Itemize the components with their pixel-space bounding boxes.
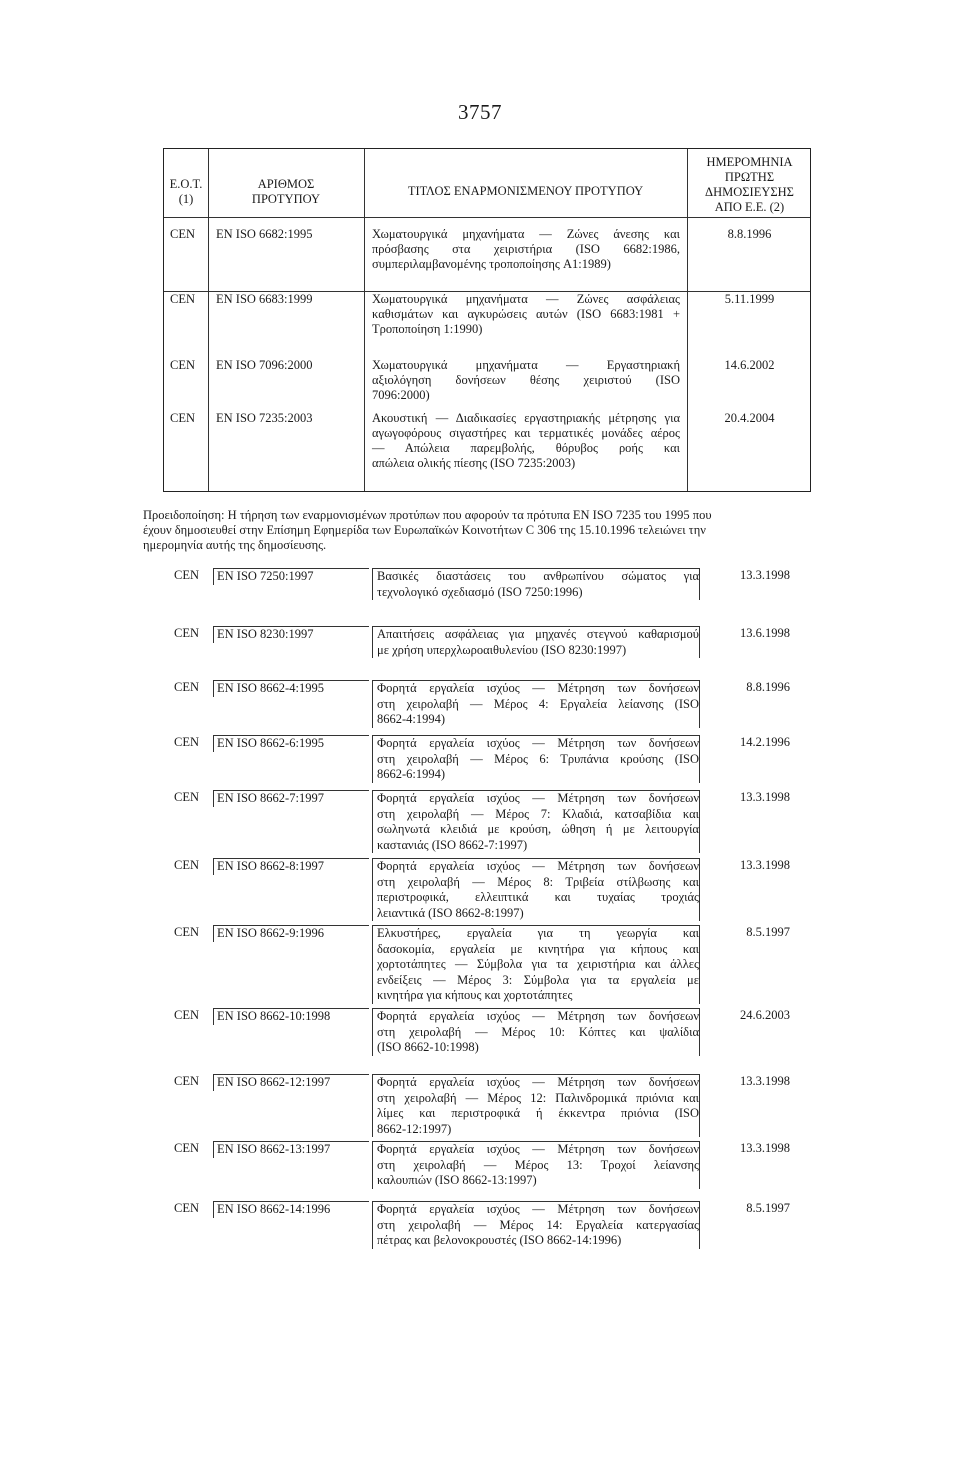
- title-line: Φορητά εργαλεία ισχύος — Μέτρηση των δονήσεων: [377, 1202, 699, 1216]
- standard-number-cell: [213, 925, 369, 942]
- title-cell: [372, 858, 700, 921]
- title-cell: [372, 925, 700, 1004]
- title-cell: [372, 1074, 700, 1137]
- header-date: ΗΜΕΡΟΜΗΝΙΑ ΠΡΩΤΗΣ ΔΗΜΟΣΙΕΥΣΗΣ ΑΠΟ Ε.Ε. (2): [705, 155, 794, 214]
- row-date: 13.3.1998: [740, 1074, 790, 1088]
- row-title: [377, 736, 699, 783]
- title-line: πέτρας και βελονοκρουστές (ISO 8662-14:1996): [377, 1233, 622, 1247]
- row-standard-number: EN ISO 7250:1997: [217, 569, 314, 583]
- title-line: Φορητά εργαλεία ισχύος — Μέτρηση των δονήσεων: [377, 791, 699, 805]
- row-title: [377, 681, 699, 728]
- title-line: λειαντικά (ISO 8662-8:1997): [377, 905, 524, 920]
- row-title: [377, 627, 699, 658]
- row-org: CEN: [174, 626, 199, 640]
- row-date: 8.8.1996: [746, 680, 790, 694]
- title-line: στη χειρολαβή — Μέρος 4: Εργαλεία λείανσης (ISO: [377, 696, 699, 711]
- title-cell: [372, 568, 700, 600]
- row-standard-number: EN ISO 8662-12:1997: [217, 1075, 331, 1089]
- standard-number-cell: [213, 680, 369, 697]
- row-date: 13.3.1998: [740, 1141, 790, 1155]
- title-line: Χωματουργικά μηχανήματα — Ζώνες ασφάλειας: [372, 292, 680, 306]
- title-line: Χωματουργικά μηχανήματα — Εργαστηριακή: [372, 358, 680, 372]
- title-line: στη χειρολαβή — Μέρος 13: Τροχοί λείανσης: [377, 1157, 699, 1172]
- row-org: CEN: [170, 411, 195, 425]
- row-title: [372, 411, 680, 471]
- title-line: Τροποποίηση 1:1990): [372, 322, 483, 336]
- title-line: 8662-12:1997): [377, 1121, 452, 1136]
- row-title: [377, 1009, 699, 1056]
- standard-number-cell: [213, 568, 369, 585]
- page-number: 3757: [458, 100, 502, 124]
- title-line: καθισμάτων και αγκυρώσεις αυτών (ISO 6683:1981 +: [372, 307, 680, 321]
- header-title: ΤΙΤΛΟΣ ΕΝΑΡΜΟΝΙΣΜΕΝΟΥ ΠΡΟΤΥΠΟΥ: [407, 184, 644, 198]
- row-standard-number: EN ISO 8662-6:1995: [217, 736, 324, 750]
- title-line: Απαιτήσεις ασφάλειας για μηχανές στεγνού καθαρισμού: [377, 627, 699, 641]
- title-line: Φορητά εργαλεία ισχύος — Μέτρηση των δονήσεων: [377, 859, 699, 873]
- title-line: χορτοτάπητες — Σύμβολα για τα χειριστήρια και άλλες: [377, 957, 699, 971]
- row-title: [372, 292, 680, 337]
- title-line: στη χειρολαβή — Μέρος 10: Κόπτες και ψαλίδια: [377, 1024, 699, 1039]
- row-org: CEN: [174, 858, 199, 872]
- row-date: 8.8.1996: [727, 227, 772, 241]
- row-date: 14.2.1996: [740, 735, 790, 749]
- row-date: 20.4.2004: [724, 411, 775, 425]
- row-date: 13.3.1998: [740, 858, 790, 872]
- row-standard-number: EN ISO 8662-8:1997: [217, 859, 324, 873]
- row-org: CEN: [170, 292, 195, 306]
- title-line: λίμες και περιστροφικά ή έκκεντρα πριόνια (ISO: [377, 1106, 699, 1120]
- title-line: κινητήρα για κήπους και χορτοτάπητες: [377, 988, 573, 1002]
- title-cell: [372, 1201, 700, 1249]
- title-line: πρόσβασης στα χειριστήρια (ISO 6682:1986,: [372, 242, 680, 256]
- row-date: 8.5.1997: [746, 1201, 790, 1215]
- warning-note: Προειδοποίηση: Η τήρηση των εναρμονισμένων προτύπων που αφορούν τα πρότυπα EN ISO 7235 του 1995 που έχουν δημοσιευθεί στην Επίσημη Εφημερίδα των Ευρωπαϊκών Κοινοτήτων C 306 της 15.10.1996 τελειώνει την ημερομηνία αυτής της δημοσίευσης.: [143, 508, 712, 552]
- row-standard-number: EN ISO 8662-9:1996: [217, 926, 324, 940]
- row-org: CEN: [174, 1074, 199, 1088]
- standard-number-cell: [213, 735, 369, 752]
- row-org: CEN: [174, 568, 199, 582]
- title-line: Φορητά εργαλεία ισχύος — Μέτρηση των δονήσεων: [377, 1142, 699, 1156]
- row-org: CEN: [170, 358, 195, 372]
- row-standard-number: EN ISO 8662-14:1996: [217, 1202, 331, 1216]
- title-line: Φορητά εργαλεία ισχύος — Μέτρηση των δονήσεων: [377, 1075, 699, 1089]
- header-standard-number: ΑΡΙΘΜΟΣ ΠΡΟΤΥΠΟΥ: [251, 177, 321, 206]
- row-org: CEN: [174, 1008, 199, 1022]
- title-line: αγωγοφόρους σιγαστήρες και τερματικές μονάδες αέρος: [372, 426, 680, 440]
- standard-number-cell: [213, 1074, 369, 1091]
- row-org: CEN: [174, 1201, 199, 1215]
- row-standard-number: EN ISO 6682:1995: [216, 227, 313, 241]
- row-title: [377, 1075, 699, 1137]
- standard-number-cell: [213, 1141, 369, 1158]
- row-date: 13.6.1998: [740, 626, 790, 640]
- row-standard-number: EN ISO 8662-10:1998: [217, 1009, 331, 1023]
- row-org: CEN: [174, 790, 199, 804]
- row-date: 8.5.1997: [746, 925, 790, 939]
- title-line: δασοκομία, εργαλεία με κινητήρα για κήπους και: [377, 941, 699, 956]
- title-cell: [372, 626, 700, 658]
- row-org: CEN: [174, 1141, 199, 1155]
- title-line: 8662-4:1994): [377, 712, 446, 726]
- row-title: [377, 859, 699, 921]
- row-standard-number: EN ISO 8662-4:1995: [217, 681, 324, 695]
- title-cell: [372, 1008, 700, 1056]
- title-line: — Απώλεια παρεμβολής, θόρυβος ροής και: [372, 441, 680, 455]
- title-line: σωληνωτά κλειδιά με κρούση, ώθηση ή με λειτουργία: [377, 822, 699, 836]
- title-cell: [372, 680, 700, 728]
- title-line: στη χειρολαβή — Μέρος 7: Κλαδιά, κατσαβίδια και: [377, 806, 699, 821]
- title-line: καλουπιών (ISO 8662-13:1997): [377, 1173, 537, 1187]
- row-standard-number: EN ISO 8662-13:1997: [217, 1142, 331, 1156]
- row-org: CEN: [174, 680, 199, 694]
- title-cell: [372, 1141, 700, 1189]
- title-cell: [372, 735, 700, 783]
- row-date: 14.6.2002: [724, 358, 775, 372]
- row-org: CEN: [174, 925, 199, 939]
- title-line: ενδείξεις — Μέρος 3: Σύμβολα για τα εργαλεία με: [377, 972, 699, 987]
- standard-number-cell: [213, 858, 369, 875]
- row-date: 13.3.1998: [740, 568, 790, 582]
- title-cell: [372, 790, 700, 853]
- row-standard-number: EN ISO 8230:1997: [217, 627, 314, 641]
- standard-number-cell: [213, 1008, 369, 1025]
- row-standard-number: EN ISO 8662-7:1997: [217, 791, 324, 805]
- row-title: [377, 926, 699, 1004]
- row-date: 24.6.2003: [740, 1008, 790, 1022]
- row-org: CEN: [170, 227, 195, 241]
- title-line: Φορητά εργαλεία ισχύος — Μέτρηση των δονήσεων: [377, 736, 699, 750]
- title-line: περιστροφικά, ελλειπτικά και τυχαίας τροχιάς: [377, 890, 699, 904]
- title-line: Βασικές διαστάσεις του ανθρωπίνου σώματος για: [377, 569, 699, 583]
- row-title: [377, 1142, 699, 1189]
- title-line: 7096:2000): [372, 388, 430, 402]
- title-line: Φορητά εργαλεία ισχύος — Μέτρηση των δονήσεων: [377, 1009, 699, 1023]
- title-line: τεχνολογικό σχεδιασμό (ISO 7250:1996): [377, 584, 583, 599]
- standard-number-cell: [213, 626, 369, 643]
- row-standard-number: EN ISO 7235:2003: [216, 411, 313, 425]
- title-line: Χωματουργικά μηχανήματα — Ζώνες άνεσης και: [372, 227, 680, 241]
- title-line: συμπεριλαμβανομένης τροποποίησης A1:1989): [372, 257, 611, 271]
- title-line: Ακουστική — Διαδικασίες εργαστηριακής μέτρησης για: [372, 411, 680, 425]
- standards-table: [163, 148, 811, 492]
- title-line: στη χειρολαβή — Μέρος 14: Εργαλεία κατεργασίας: [377, 1217, 699, 1232]
- title-line: με χρήση υπερχλωροαιθυλενίου (ISO 8230:1997): [377, 642, 627, 657]
- row-title: [377, 1202, 699, 1249]
- title-line: στη χειρολαβή — Μέρος 12: Παλινδρομικά πριόνια και: [377, 1090, 699, 1105]
- header-eot: Ε.Ο.Τ. (1): [169, 177, 203, 206]
- title-line: καστανιάς (ISO 8662-7:1997): [377, 837, 528, 852]
- title-line: απώλεια ολικής πίεσης (ISO 7235:2003): [372, 456, 576, 470]
- title-line: στη χειρολαβή — Μέρος 6: Τρυπάνια κρούσης (ISO: [377, 751, 699, 766]
- row-title: [372, 227, 680, 272]
- title-line: στη χειρολαβή — Μέρος 8: Τριβεία στίλβωσης και: [377, 874, 699, 889]
- title-line: αξιολόγηση δονήσεων θέσης χειριστού (ISO: [372, 373, 680, 387]
- title-line: 8662-6:1994): [377, 767, 446, 781]
- row-title: [377, 791, 699, 853]
- row-date: 13.3.1998: [740, 790, 790, 804]
- row-standard-number: EN ISO 7096:2000: [216, 358, 313, 372]
- title-line: (ISO 8662-10:1998): [377, 1040, 479, 1054]
- row-standard-number: EN ISO 6683:1999: [216, 292, 313, 306]
- row-date: 5.11.1999: [724, 292, 775, 306]
- standard-number-cell: [213, 790, 369, 807]
- title-line: Ελκυστήρες, εργαλεία για τη γεωργία και: [377, 926, 699, 940]
- row-title: [377, 569, 699, 600]
- title-line: Φορητά εργαλεία ισχύος — Μέτρηση των δονήσεων: [377, 681, 699, 695]
- row-title: [372, 358, 680, 403]
- standard-number-cell: [213, 1201, 369, 1218]
- row-org: CEN: [174, 735, 199, 749]
